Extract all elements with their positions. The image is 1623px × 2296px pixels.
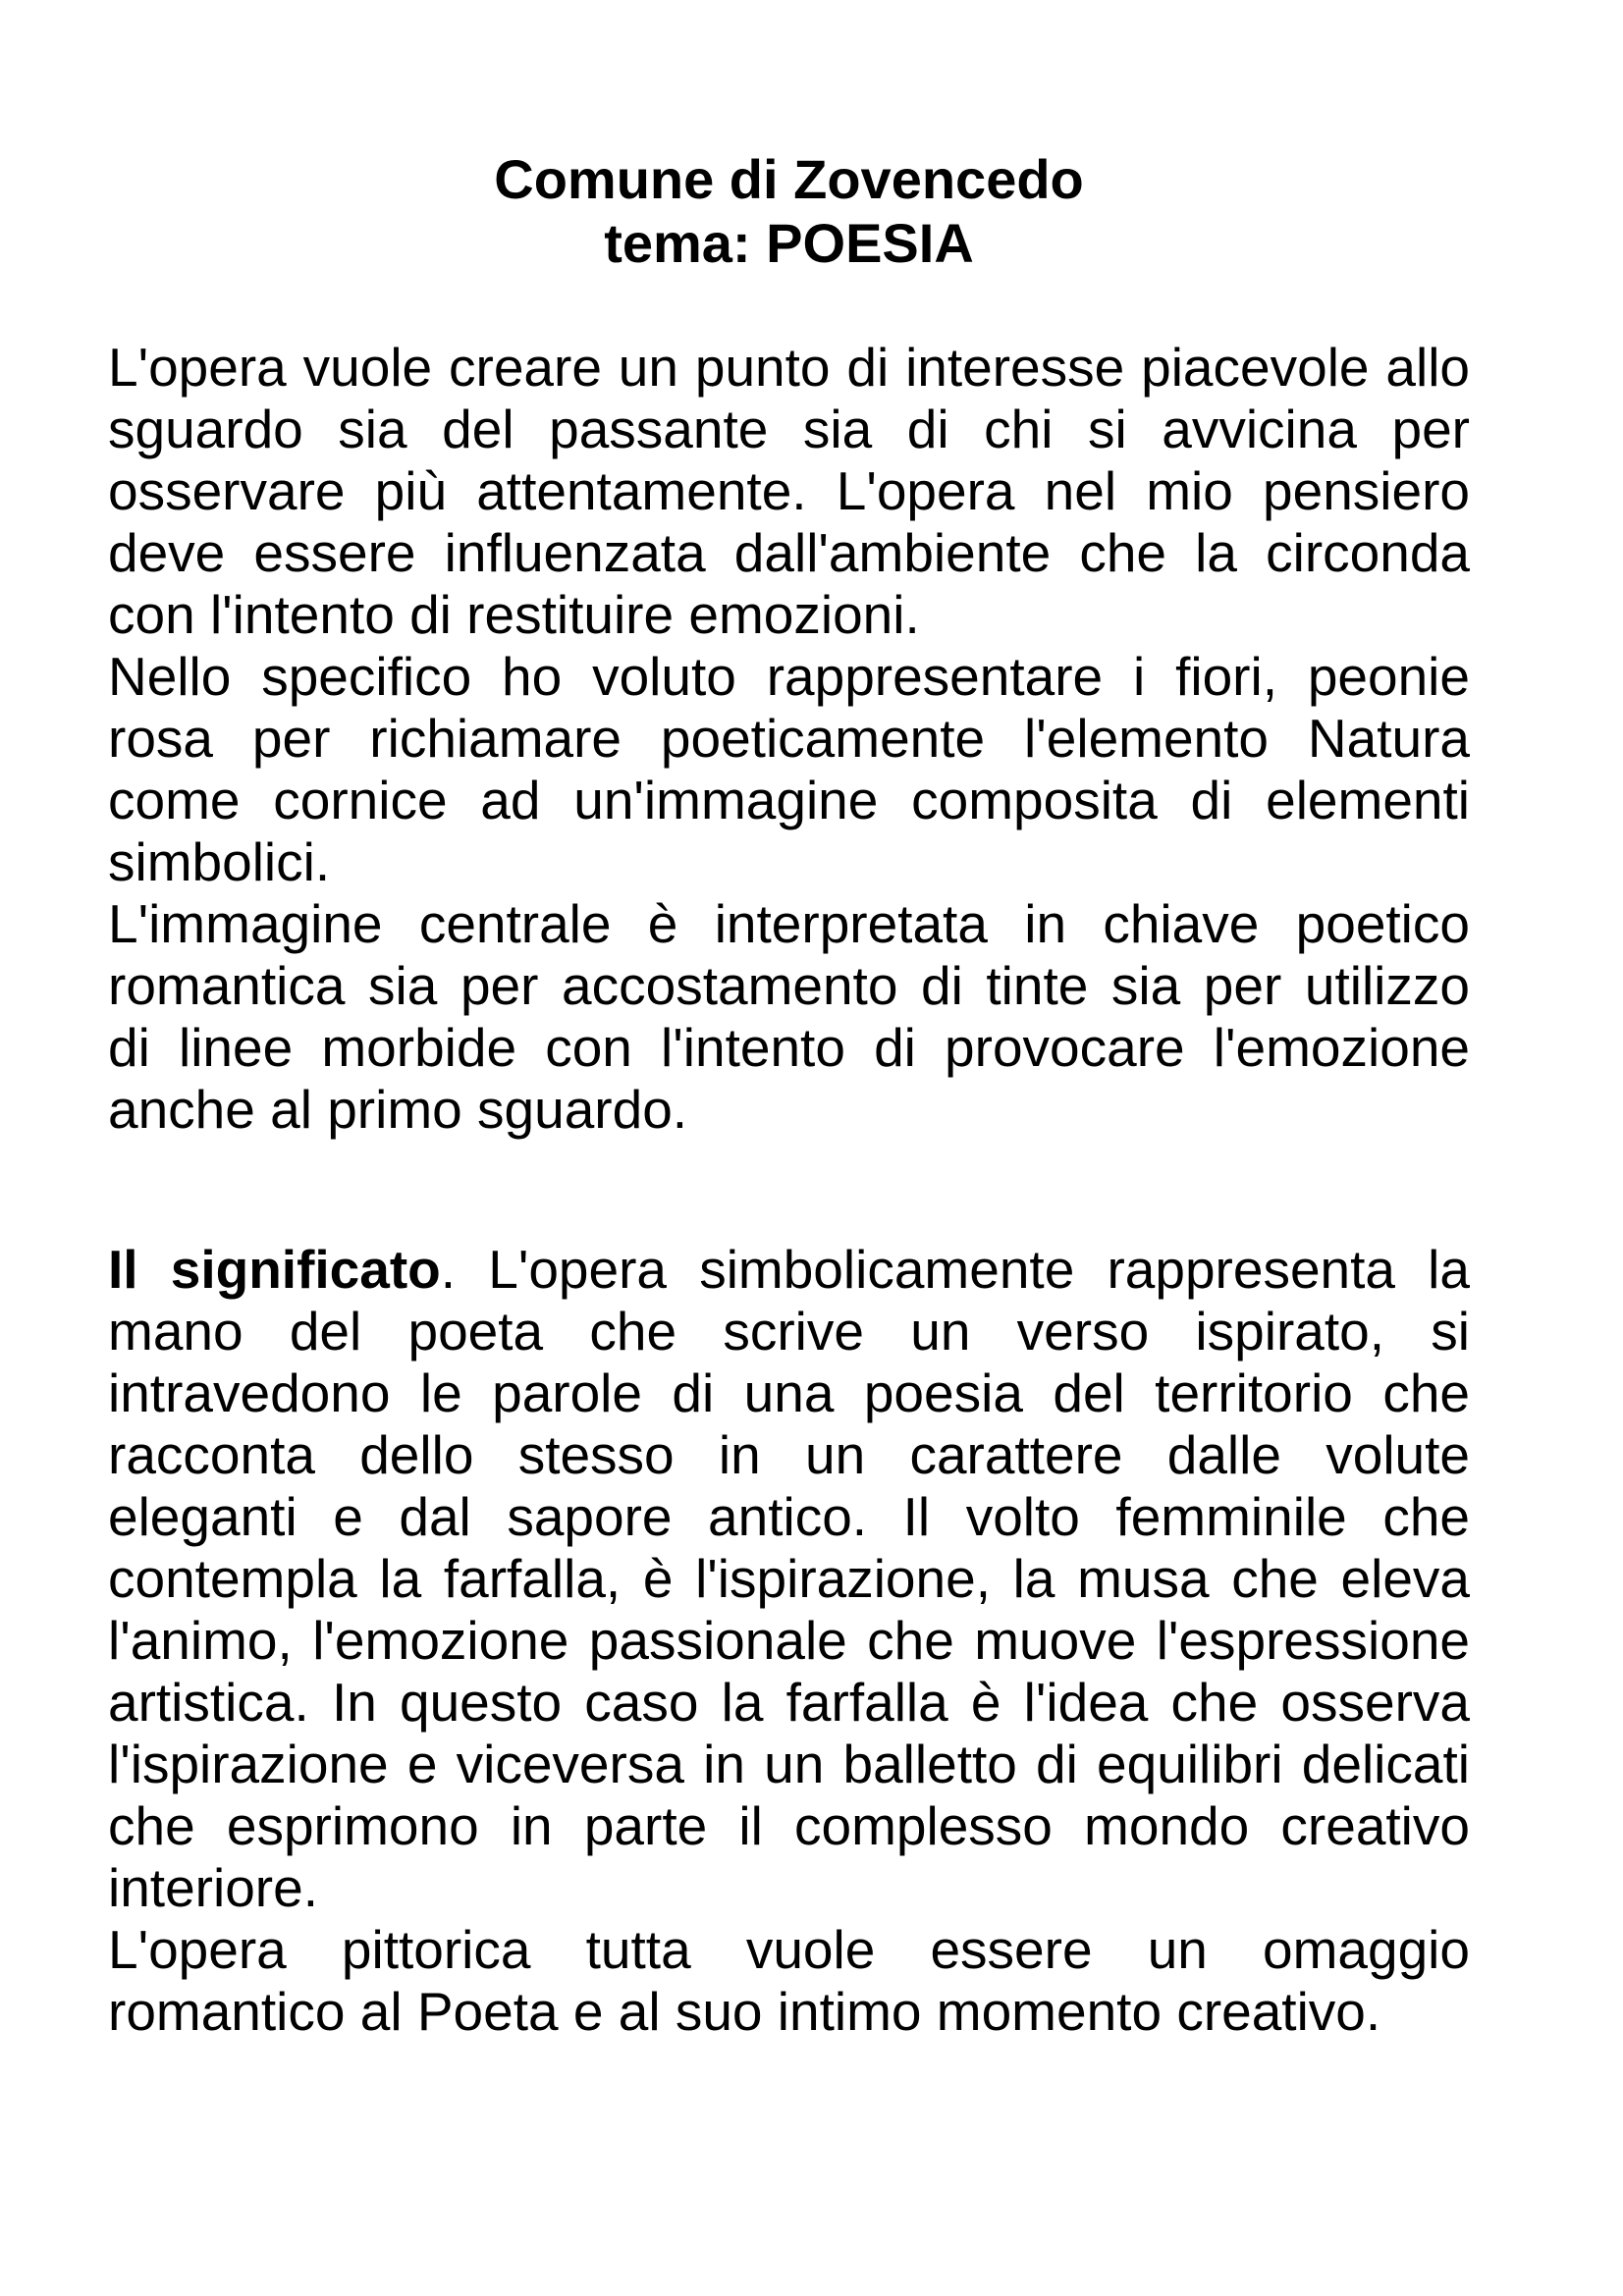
- page-title: [108, 147, 1470, 275]
- paragraph: [108, 646, 1470, 893]
- document-body: [108, 337, 1470, 2043]
- text-line: Il significato. L'opera simbolicamente rappresenta la: [108, 1239, 1470, 1300]
- text-line: rosa per richiamare poeticamente l'elemento Natura: [108, 708, 1470, 769]
- text-line: eleganti e dal sapore antico. Il volto femminile che: [108, 1486, 1470, 1547]
- paragraph: [108, 1239, 1470, 1919]
- text-line: Nello specifico ho voluto rappresentare i fiori, peonie: [108, 646, 1470, 707]
- text-line: L'opera pittorica tutta vuole essere un omaggio: [108, 1919, 1470, 1980]
- paragraph: [108, 1919, 1470, 2043]
- text-line: l'animo, l'emozione passionale che muove l'espressione: [108, 1610, 1470, 1671]
- text-column: [108, 147, 1470, 2043]
- text-line: di linee morbide con l'intento di provocare l'emozione: [108, 1017, 1470, 1078]
- text-line: romantico al Poeta e al suo intimo momento creativo.: [108, 1981, 1381, 2042]
- text-line: sguardo sia del passante sia di chi si avvicina per: [108, 399, 1470, 459]
- text-line: come cornice ad un'immagine composita di elementi: [108, 770, 1470, 830]
- bold-lead-in: Il significato: [108, 1239, 441, 1300]
- text-line: racconta dello stesso in un carattere dalle volute: [108, 1424, 1470, 1485]
- text-line: deve essere influenzata dall'ambiente che la circonda: [108, 522, 1470, 583]
- text-line: intravedono le parole di una poesia del territorio che: [108, 1362, 1470, 1423]
- text-line: simbolici.: [108, 831, 331, 892]
- text-line: l'ispirazione e viceversa in un balletto di equilibri delicati: [108, 1734, 1470, 1794]
- text-line: L'opera vuole creare un punto di interesse piacevole allo: [108, 337, 1470, 398]
- title-line-1: Comune di Zovencedo: [494, 148, 1084, 210]
- paragraph: [108, 893, 1470, 1141]
- text-line: artistica. In questo caso la farfalla è l'idea che osserva: [108, 1672, 1470, 1733]
- text-line: L'immagine centrale è interpretata in chiave poetico: [108, 893, 1470, 954]
- text-line: che esprimono in parte il complesso mondo creativo: [108, 1795, 1470, 1856]
- title-line-2: tema: POESIA: [604, 212, 974, 274]
- paragraph: [108, 337, 1470, 646]
- text-line: mano del poeta che scrive un verso ispirato, si: [108, 1301, 1470, 1362]
- text-line: interiore.: [108, 1857, 318, 1918]
- text-line: con l'intento di restituire emozioni.: [108, 584, 920, 645]
- text-line: romantica sia per accostamento di tinte sia per utilizzo: [108, 955, 1470, 1016]
- text-line: anche al primo sguardo.: [108, 1079, 688, 1140]
- text-line: osservare più attentamente. L'opera nel mio pensiero: [108, 460, 1470, 521]
- text-line: contempla la farfalla, è l'ispirazione, la musa che eleva: [108, 1548, 1470, 1609]
